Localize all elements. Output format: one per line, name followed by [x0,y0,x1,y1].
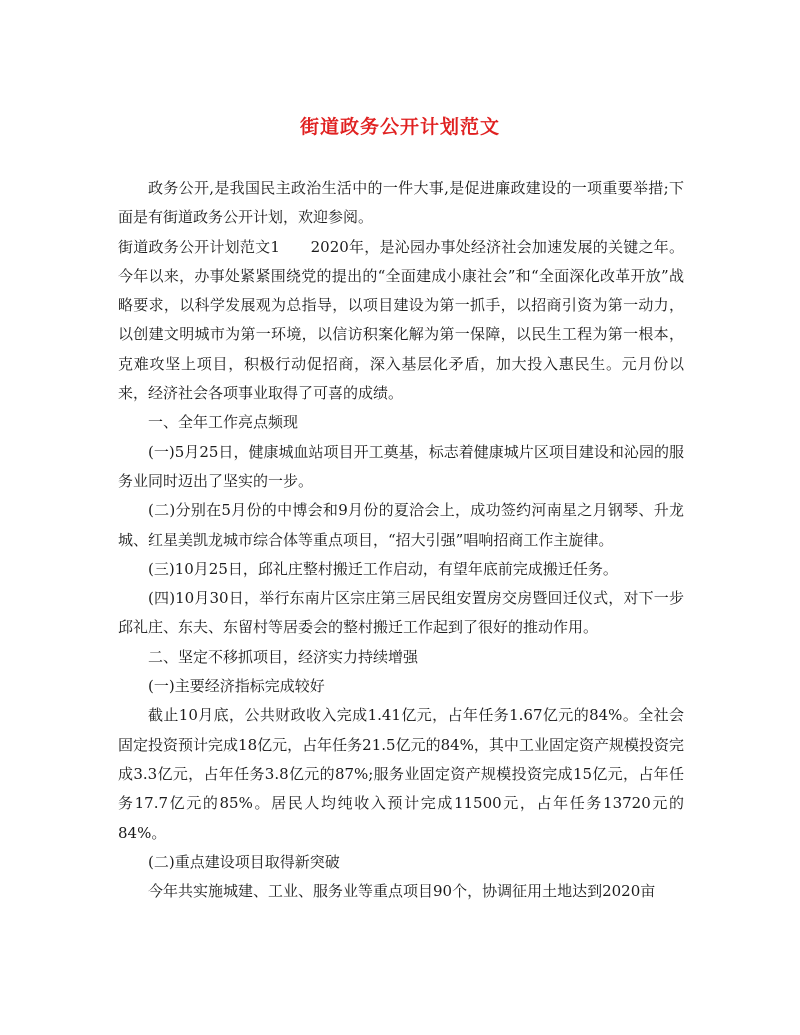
paragraph: 截止10月底，公共财政收入完成1.41亿元，占年任务1.67亿元的84%。全社会固定投资预计完成18亿元，占年任务21.5亿元的84%，其中工业固定资产规模投资完成3.3亿元，占年任务3.8亿元的87%;服务业固定资产规模投资完成15亿元，占年任务17.7亿元的85%。居民人均纯收入预计完成11500元，占年任务13720元的84%。 [118,706,684,842]
paragraph: (二)重点建设项目取得新突破 [148,852,340,871]
paragraph: 街道政务公开计划范文1 2020年，是沁园办事处经济社会加速发展的关键之年。今年以来，办事处紧紧围绕党的提出的“全面建成小康社会”和“全面深化改革开放”战略要求，以科学发展观为总指导，以项目建设为第一抓手，以招商引资为第一动力，以创建文明城市为第一环境，以信访积案化解为第一保障，以民生工程为第一根本，克难攻坚上项目，积极行动促招商，深入基层化矛盾，加大投入惠民生。元月份以来，经济社会各项事业取得了可喜的成绩。 [118,237,684,403]
paragraph: (一)主要经济指标完成较好 [148,677,325,696]
paragraph: (二)分别在5月份的中博会和9月份的夏洽会上，成功签约河南星之月钢琴、升龙城、红星美凯龙城市综合体等重点项目，“招大引强”唱响招商工作主旋律。 [118,501,684,549]
paragraph: (四)10月30日，举行东南片区宗庄第三居民组安置房交房暨回迁仪式，对下一步邱礼庄、东夫、东留村等居委会的整村搬迁工作起到了很好的推动作用。 [118,589,684,637]
document-body [118,174,684,906]
document-title: 街道政务公开计划范文 [299,116,500,138]
paragraph: 二、坚定不移抓项目，经济实力持续增强 [148,647,419,666]
paragraph: 一、全年工作亮点频现 [148,413,299,432]
paragraph: (一)5月25日，健康城血站项目开工奠基，标志着健康城片区项目建设和沁园的服务业同时迈出了坚实的一步。 [118,442,684,490]
paragraph: 今年共实施城建、工业、服务业等重点项目90个，协调征用土地达到2020亩 [148,882,656,901]
paragraph: 政务公开,是我国民主政治生活中的一件大事,是促进廉政建设的一项重要举措;下面是有街道政务公开计划，欢迎参阅。 [118,179,684,227]
paragraph: (三)10月25日，邱礼庄整村搬迁工作启动，有望年底前完成搬迁任务。 [148,559,618,578]
